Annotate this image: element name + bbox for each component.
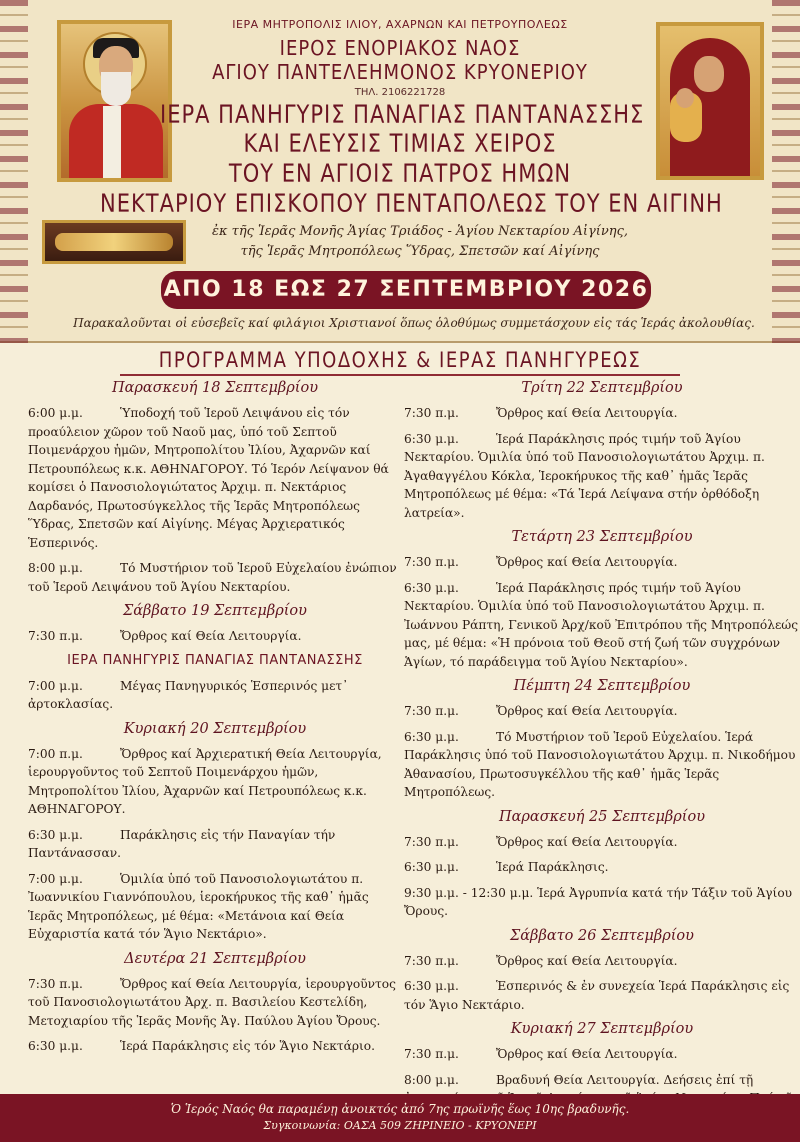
schedule-entry — [28, 870, 402, 944]
schedule-entry — [404, 858, 800, 877]
schedule-entry — [404, 952, 800, 971]
day-heading: Παρασκευή 18 Σεπτεμβρίου — [111, 380, 319, 396]
entry-text: Τό Μυστήριον τοῦ Ἱεροῦ Εὐχελαίου ἐνώπιον τοῦ Ἱεροῦ Λειψάνου τοῦ Ἁγίου Νεκταρίου. — [28, 561, 397, 594]
entry-time: 7:00 π.μ. — [28, 746, 83, 761]
entry-text: Ὄρθρος καί Θεία Λειτουργία. — [496, 406, 678, 420]
entry-time: 6:30 μ.μ. — [28, 827, 83, 842]
schedule-entry — [28, 1037, 402, 1056]
entry-time: 6:30 μ.μ. — [404, 431, 459, 446]
phone-number: ΤΗΛ. 2106221728 — [354, 87, 446, 98]
entry-time: 7:30 π.μ. — [28, 629, 83, 643]
source-line-2: τῆς Ἱερᾶς Μητροπόλεως Ὕδρας, Σπετσῶν καί Αἰγίνης — [240, 244, 600, 259]
schedule-entry — [28, 677, 402, 714]
entry-text: Ἱερά Παράκλησις εἰς τόν Ἅγιο Νεκτάριο. — [120, 1039, 375, 1053]
entry-text: Ὑποδοχή τοῦ Ἱεροῦ Λειψάνου εἰς τόν προαύλειον χῶρον τοῦ Ναοῦ μας, ὑπό τοῦ Σεπτοῦ Ποιμενάρχου ἡμῶν, Μητροπολίτου Ἰλίου, Ἀχαρνῶν καί Πετρουπόλεως κ.κ. ΑΘΗΝΑΓΟΡΟΥ. Τό Ἱερόν Λείψανον θά κομίσει ὁ Πανοσιολογιώτατος Ἀρχιμ. π. Νεκτάριος Δαρδανός, Πρωτοσύγκελλος τῆς Ἱερᾶς Μητροπόλεως Ὕδρας, Σπετσῶν καί Αἰγίνης. Μέγας Ἀρχιερατικός Ἑσπερινός. — [28, 406, 389, 550]
schedule-entry — [404, 553, 800, 572]
entry-time: 6:30 μ.μ. — [404, 729, 459, 744]
entry-text: Ὄρθρος καί Θεία Λειτουργία. — [496, 555, 678, 569]
entry-text: Ἱερά Παράκλησις πρός τιμήν τοῦ Ἁγίου Νεκταρίου. Ὁμιλία ὑπό τοῦ Πανοσιολογιωτάτου Ἀρχιμ. π. Ἀγαθαγγέλου Κόκλα, Ἱεροκήρυκος τῆς καθ᾽ ἡμᾶς Ἱερᾶς Μητροπόλεως μέ θέμα: «Τά Ἱερά Λείψανα στήν ὀρθόδοξη λατρεία». — [404, 431, 765, 520]
schedule-entry — [28, 745, 402, 819]
entry-time: 6:30 μ.μ. — [404, 860, 459, 874]
schedule-entry — [404, 977, 800, 1014]
feast-heading: ΙΕΡΑ ΠΑΝΗΓΥΡΙΣ ΠΑΝΑΓΙΑΣ ΠΑΝΤΑΝΑΣΣΗΣ — [67, 652, 363, 668]
metropolis-name: ΙΕΡΑ ΜΗΤΡΟΠΟΛΙΣ ΙΛΙΟΥ, ΑΧΑΡΝΩΝ ΚΑΙ ΠΕΤΡΟΥΠΟΛΕΩΣ — [232, 18, 568, 31]
entry-text: Μέγας Πανηγυρικός Ἑσπερινός μετ᾽ ἀρτοκλασίας. — [28, 678, 349, 711]
entry-text: Ὄρθρος καί Θεία Λειτουργία. — [120, 629, 302, 643]
ornament-border-left — [0, 0, 28, 343]
schedule-entry — [28, 627, 402, 646]
opening-hours-note: Ὁ Ἱερός Ναός θα παραμένῃ ἀνοικτός ἀπό 7ης πρωϊνῆς ἕως 10ης βραδυνῆς. — [170, 1102, 630, 1116]
entry-time: 7:30 π.μ. — [404, 406, 459, 420]
source-line-1: ἐκ τῆς Ἱερᾶς Μονῆς Ἁγίας Τριάδος - Ἁγίου Νεκταρίου Αἰγίνης, — [212, 224, 628, 239]
schedule-entry — [28, 975, 402, 1031]
program-title-underline — [120, 374, 680, 376]
schedule-entry — [404, 884, 800, 921]
schedule-entry — [404, 702, 800, 721]
entry-text: Ὁμιλία ὑπό τοῦ Πανοσιολογιωτάτου π. Ἰωαννικίου Γιαννόπουλου, ἱεροκήρυκος τῆς καθ᾽ ἡμᾶς Ἱερᾶς Μητροπόλεως, μέ θέμα: «Μετάνοια καί Θεία Εὐχαριστία κατά τόν Ἅγιο Νεκτάριο». — [28, 871, 369, 941]
schedule-entry — [404, 728, 800, 802]
schedule-entry — [404, 579, 800, 672]
parish-label: ΙΕΡΟΣ ΕΝΟΡΙΑΚΟΣ ΝΑΟΣ — [279, 36, 521, 61]
poster-header — [0, 0, 800, 343]
entry-time: 7:30 π.μ. — [404, 1047, 459, 1061]
schedule-entry — [28, 559, 402, 596]
relic-reliquary-icon — [42, 220, 186, 264]
transport-note: Συγκοινωνία: ΟΑΣΑ 509 ΖΗΡΙΝΕΙΟ - ΚΡΥΟΝΕΡΙ — [263, 1119, 537, 1132]
day-heading: Κυριακή 20 Σεπτεμβρίου — [123, 720, 307, 737]
entry-text: Ἱερά Ἀγρυπνία κατά τήν Τάξιν τοῦ Ἁγίου Ὄρους. — [404, 885, 793, 918]
schedule-left-column — [28, 378, 402, 1063]
entry-text: Τό Μυστήριον τοῦ Ἱεροῦ Εὐχελαίου. Ἱερά Παράκλησις ὑπό τοῦ Πανοσιολογιωτάτου Ἀρχιμ. π. Νικοδήμου Ἀθανασίου, Πρωτοσυγκέλλου τῆς καθ᾽ ἡμᾶς Ἱερᾶς Μητροπόλεως. — [404, 729, 796, 799]
entry-time: 7:30 π.μ. — [404, 953, 459, 968]
schedule-entry — [404, 1045, 800, 1064]
entry-time: 8:00 μ.μ. — [28, 561, 83, 575]
day-heading: Παρασκευή 25 Σεπτεμβρίου — [498, 808, 706, 825]
entry-time: 7:30 π.μ. — [404, 834, 459, 849]
entry-time: 9:30 μ.μ. - 12:30 μ.μ. — [404, 885, 534, 900]
entry-time: 6:30 μ.μ. — [404, 580, 459, 595]
footer-banner — [0, 1094, 800, 1142]
day-heading: Σάββατο 26 Σεπτεμβρίου — [510, 927, 694, 944]
day-heading: Σάββατο 19 Σεπτεμβρίου — [123, 603, 307, 619]
entry-text: Ὄρθρος καί Θεία Λειτουργία. — [496, 1047, 678, 1061]
day-heading: Πέμπτη 24 Σεπτεμβρίου — [513, 678, 691, 694]
invitation-text: Παρακαλοῦνται οἱ εὐσεβεῖς καί φιλάγιοι Χριστιανοί ὅπως ὁλοθύμως συμμετάσχουν εἰς τάς Ἱεράς ἀκολουθίας. — [73, 316, 755, 330]
panagia-pantanassa-icon — [656, 22, 764, 180]
entry-text: Ὄρθρος καί Ἀρχιερατική Θεία Λειτουργία, ἱερουργοῦντος τοῦ Σεπτοῦ Ποιμενάρχου ἡμῶν, Μητροπολίτου Ἰλίου, Ἀχαρνῶν καί Πετρουπόλεως κ.κ. ΑΘΗΝΑΓΟΡΟΥ. — [28, 746, 382, 816]
title-line-2: ΚΑΙ ΕΛΕΥΣΙΣ ΤΙΜΙΑΣ ΧΕΙΡΟΣ — [243, 128, 557, 158]
day-heading: Τετάρτη 23 Σεπτεμβρίου — [511, 529, 693, 545]
day-heading: Κυριακή 27 Σεπτεμβρίου — [510, 1021, 694, 1037]
ornament-border-right — [772, 0, 800, 343]
entry-text: Παράκλησις εἰς τήν Παναγίαν τήν Παντάνασσαν. — [28, 827, 336, 860]
entry-text: Ἑσπερινός & ἐν συνεχεία Ἱερά Παράκλησις εἰς τόν Ἅγιο Νεκτάριο. — [404, 979, 790, 1012]
title-line-1: ΙΕΡΑ ΠΑΝΗΓΥΡΙΣ ΠΑΝΑΓΙΑΣ ΠΑΝΤΑΝΑΣΣΗΣ — [160, 99, 645, 129]
entry-time: 6:30 μ.μ. — [28, 1039, 83, 1053]
entry-text: Ἱερά Παράκλησις. — [496, 860, 609, 874]
church-name: ΑΓΙΟΥ ΠΑΝΤΕΛΕΗΜΟΝΟΣ ΚΡΥΟΝΕΡΙΟΥ — [212, 60, 588, 85]
schedule-entry — [28, 826, 402, 863]
entry-time: 8:00 μ.μ. — [404, 1072, 459, 1087]
entry-text: Ὄρθρος καί Θεία Λειτουργία, ἱερουργοῦντος τοῦ Πανοσιολογιωτάτου Ἀρχ. π. Βασιλείου Κεστελίδη, Μετοχιαρίου τῆς Ἱερᾶς Μονῆς Ἁγ. Παύλου Ἁγίου Ὄρους. — [28, 976, 396, 1028]
entry-text: Ἱερά Παράκλησις πρός τιμήν τοῦ Ἁγίου Νεκταρίου. Ὁμιλία ὑπό τοῦ Πανοσιολογιωτάτου Ἀρχιμ. π. Ἰωάννου Ράπτη, Γενικοῦ Ἀρχ/κοῦ Ἐπιτρόπου τῆς Μητροπόλεώς μας, μέ θέμα: «Ἡ πρόνοια τοῦ Θεοῦ στή ζωή τῶν συγχρόνων Ἁγίων, τό παράδειγμα τοῦ Ἁγίου Νεκταρίου». — [404, 580, 799, 669]
title-line-3: ΤΟΥ ΕΝ ΑΓΙΟΙΣ ΠΑΤΡΟΣ ΗΜΩΝ — [228, 158, 572, 188]
entry-time: 7:00 μ.μ. — [28, 678, 83, 693]
schedule-entry — [404, 430, 800, 523]
entry-time: 7:30 π.μ. — [28, 976, 83, 991]
entry-time: 7:00 μ.μ. — [28, 871, 83, 886]
entry-text: Ὄρθρος καί Θεία Λειτουργία. — [496, 953, 678, 968]
entry-text: Ὄρθρος καί Θεία Λειτουργία. — [496, 704, 678, 718]
schedule-entry — [404, 833, 800, 852]
title-line-4: ΝΕΚΤΑΡΙΟΥ ΕΠΙΣΚΟΠΟΥ ΠΕΝΤΑΠΟΛΕΩΣ ΤΟΥ ΕΝ ΑΙΓΙΝΗ — [100, 188, 723, 218]
schedule-entry — [404, 404, 800, 423]
entry-time: 7:30 π.μ. — [404, 555, 459, 569]
entry-time: 7:30 π.μ. — [404, 704, 459, 718]
day-heading: Δευτέρα 21 Σεπτεμβρίου — [124, 950, 306, 967]
date-range-banner: ΑΠΟ 18 ΕΩΣ 27 ΣΕΠΤΕΜΒΡΙΟΥ 2026 — [161, 271, 651, 309]
program-title: ΠΡΟΓΡΑΜΜΑ ΥΠΟΔΟΧΗΣ & ΙΕΡΑΣ ΠΑΝΗΓΥΡΕΩΣ — [158, 347, 642, 374]
day-heading: Τρίτη 22 Σεπτεμβρίου — [521, 380, 683, 396]
saint-nektarios-icon — [57, 20, 172, 182]
schedule-entry — [28, 404, 402, 552]
entry-text: Ὄρθρος καί Θεία Λειτουργία. — [496, 834, 678, 849]
entry-text: Βραδυνή Θεία Λειτουργία. Δεήσεις ἐπί τῇ — [496, 1072, 754, 1087]
entry-time: 6:00 μ.μ. — [28, 406, 83, 420]
schedule-right-column — [404, 378, 800, 1142]
entry-time: 6:30 μ.μ. — [404, 979, 459, 993]
